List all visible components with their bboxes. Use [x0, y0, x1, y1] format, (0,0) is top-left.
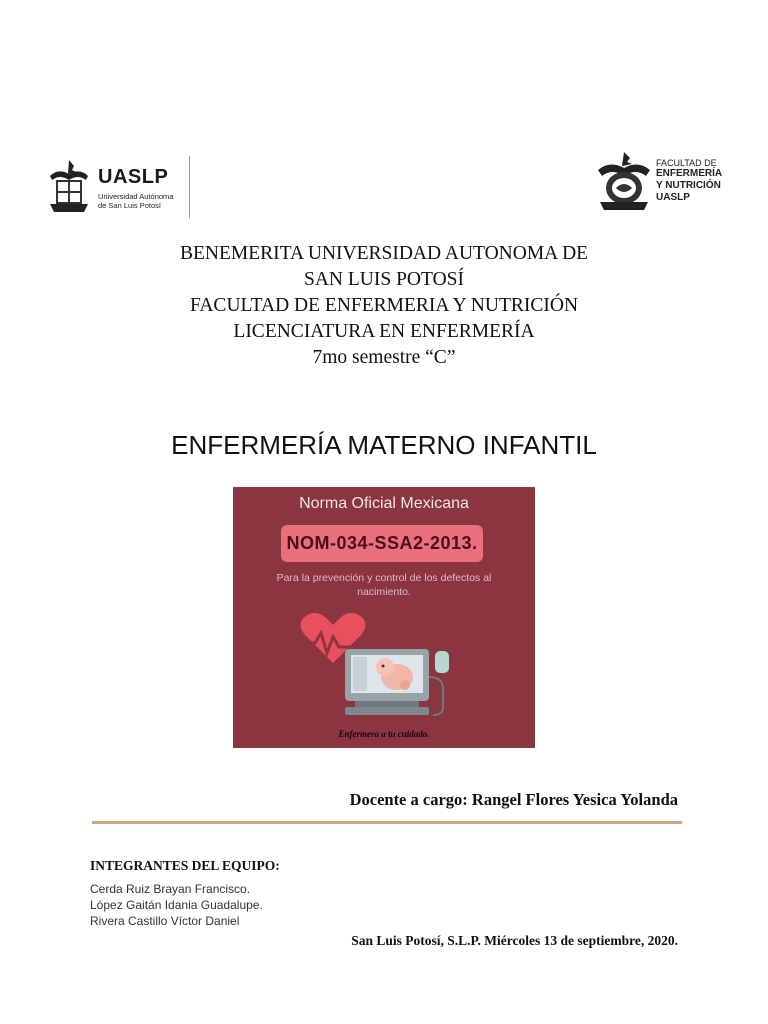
nom-cover-image	[233, 487, 535, 748]
team-member: Rivera Castillo Víctor Daniel	[90, 914, 240, 928]
uaslp-name: UASLP	[98, 166, 169, 188]
header-line-degree: LICENCIATURA EN ENFERMERÍA	[233, 321, 535, 342]
uaslp-logo	[46, 156, 196, 218]
faculty-crest-icon	[594, 150, 654, 212]
faculty-logo-line-1: FACULTAD DE	[656, 158, 717, 168]
docente-line: Docente a cargo: Rangel Flores Yesica Yolanda	[349, 790, 678, 809]
nom-code-box	[281, 525, 483, 562]
nom-description: Para la prevención y control de los defectos al nacimiento.	[276, 572, 492, 598]
uaslp-subtitle-1: Universidad Autónoma	[98, 192, 174, 201]
eagle-crest-icon	[46, 158, 92, 216]
section-separator	[92, 821, 682, 824]
faculty-logo-line-4: UASLP	[656, 192, 690, 203]
nom-illustration	[293, 607, 463, 719]
nom-heading: Norma Oficial Mexicana	[299, 495, 469, 512]
institution-header	[0, 241, 768, 371]
subject-title: ENFERMERÍA MATERNO INFANTIL	[171, 430, 597, 460]
header-line-semester: 7mo semestre “C”	[312, 347, 456, 368]
team-member: López Gaitán Idania Guadalupe.	[90, 898, 263, 912]
nom-slogan: Enfermera a tu cuidado.	[338, 729, 430, 739]
header-line-university: BENEMERITA UNIVERSIDAD AUTONOMA DE	[179, 243, 589, 264]
nom-code: NOM-034-SSA2-2013.	[286, 533, 478, 553]
header-line-faculty: FACULTAD DE ENFERMERIA Y NUTRICIÓN	[189, 295, 579, 316]
faculty-logo-line-3: Y NUTRICIÓN	[656, 180, 721, 191]
header-line-city: SAN LUIS POTOSÍ	[304, 269, 464, 290]
faculty-logo-line-2: ENFERMERÍA	[656, 168, 723, 179]
uaslp-subtitle-2: de San Luis Potosí	[98, 201, 161, 210]
faculty-logo	[594, 150, 734, 214]
team-member: Cerda Ruiz Brayan Francisco.	[90, 882, 251, 896]
team-title: INTEGRANTES DEL EQUIPO:	[90, 858, 280, 873]
place-date: San Luis Potosí, S.L.P. Miércoles 13 de septiembre, 2020.	[351, 933, 678, 948]
logo-divider	[189, 156, 190, 218]
